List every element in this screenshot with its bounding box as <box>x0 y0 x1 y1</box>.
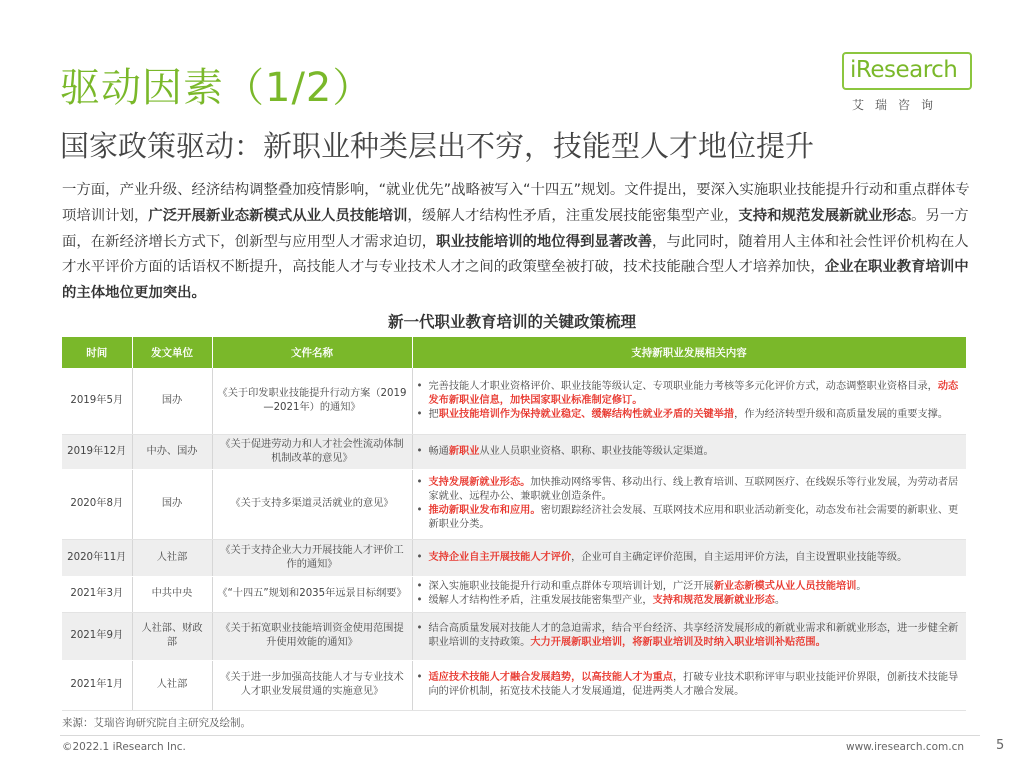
content-text: 完善技能人才职业资格评价、职业技能等级认定、专项职业能力考核等多元化评价方式，动态调整职业资格目录， <box>428 380 938 392</box>
content-bullet <box>417 504 963 532</box>
content-text: 把 <box>428 408 439 420</box>
row-unit: 国办 <box>132 469 212 539</box>
page-number: 5 <box>996 738 1005 753</box>
content-list <box>417 445 963 459</box>
row-file: 《关于进一步加强高技能人才与专业技术人才职业发展贯通的实施意见》 <box>212 660 412 710</box>
row-content <box>412 434 966 469</box>
highlight-text: 支持发展新就业形态。 <box>428 477 531 488</box>
highlight-text: 新职业 <box>448 445 480 457</box>
content-text: 深入实施职业技能提升行动和重点群体专项培训计划，广泛开展 <box>428 581 714 592</box>
policy-table <box>62 337 967 711</box>
row-content <box>412 539 966 576</box>
content-list <box>417 551 963 565</box>
row-content <box>412 576 966 612</box>
intro-emphasis: 广泛开展新业态新模式从业人员技能培训 <box>148 207 408 224</box>
table-row <box>62 368 966 434</box>
row-file: 《关于印发职业技能提升行动方案（2019—2021年）的通知》 <box>212 368 412 434</box>
content-list <box>417 622 963 650</box>
highlight-text: 支持企业自主开展技能人才评价 <box>428 551 572 563</box>
logo-subtext: 艾瑞咨询 <box>852 98 945 112</box>
row-content <box>412 612 966 660</box>
highlight-text: 支持和规范发展新就业形态 <box>652 595 775 606</box>
header-unit: 发文单位 <box>132 337 212 368</box>
row-unit: 人社部 <box>132 539 212 576</box>
content-text: ，作为经济转型升级和高质量发展的重要支撑。 <box>734 408 949 420</box>
content-list <box>417 671 963 699</box>
intro-text: 。另一方面，在新经济增长方式下，创新型与应用型人才需求迫切， <box>62 207 969 250</box>
source-note: 来源：艾瑞咨询研究院自主研究及绘制。 <box>62 717 251 729</box>
site-url: www.iresearch.com.cn <box>846 741 965 753</box>
row-file: 《关于支持多渠道灵活就业的意见》 <box>212 469 412 539</box>
table-row <box>62 576 966 612</box>
content-bullet <box>417 622 963 650</box>
row-time: 2021年3月 <box>62 576 132 612</box>
table-row <box>62 434 966 469</box>
header-file: 文件名称 <box>212 337 412 368</box>
content-list <box>417 380 963 422</box>
row-time: 2020年11月 <box>62 539 132 576</box>
highlight-text: 职业技能培训作为保持就业稳定、缓解结构性就业矛盾的关键举措 <box>438 408 735 420</box>
row-file: 《关于促进劳动力和人才社会性流动体制机制改革的意见》 <box>212 434 412 469</box>
page-subtitle: 国家政策驱动：新职业种类层出不穷，技能型人才地位提升 <box>60 129 815 163</box>
row-unit: 中办、国办 <box>132 434 212 469</box>
row-content <box>412 469 966 539</box>
highlight-text: 推动新职业发布和应用。 <box>428 505 541 516</box>
content-bullet <box>417 445 963 459</box>
row-file: 《关于拓宽职业技能培训资金使用范围提升使用效能的通知》 <box>212 612 412 660</box>
content-bullet <box>417 408 963 422</box>
content-text: 。 <box>856 581 867 592</box>
table-row <box>62 539 966 576</box>
table-title: 新一代职业教育培训的关键政策梳理 <box>387 313 636 331</box>
intro-emphasis: 职业技能培训的地位得到显著改善 <box>436 233 653 250</box>
content-bullet <box>417 671 963 699</box>
page-title: 驱动因素（1/2） <box>60 65 374 111</box>
footer-divider <box>60 735 980 736</box>
row-unit: 中共中央 <box>132 576 212 612</box>
content-text: 结合高质量发展对技能人才的急迫需求，结合平台经济、共享经济发展形成的新就业需求和新就业形态，进一步健全新职业培训的支持政策。 <box>428 623 959 648</box>
row-file: 《关于支持企业大力开展技能人才评价工作的通知》 <box>212 539 412 576</box>
intro-emphasis: 企业在职业教育培训中的主体地位更加突出。 <box>62 259 969 302</box>
row-content <box>412 660 966 710</box>
highlight-text: 动态发布新职业信息，加快国家职业标准制定修订。 <box>428 380 959 406</box>
content-list <box>417 476 963 532</box>
row-unit: 国办 <box>132 368 212 434</box>
content-bullet <box>417 476 963 504</box>
content-text: 从业人员职业资格、职称、职业技能等级认定渠道。 <box>479 445 714 457</box>
row-time: 2021年9月 <box>62 612 132 660</box>
row-time: 2019年12月 <box>62 434 132 469</box>
content-bullet <box>417 551 963 565</box>
table-row <box>62 469 966 539</box>
header-time: 时间 <box>62 337 132 368</box>
row-content <box>412 368 966 434</box>
content-text: 缓解人才结构性矛盾，注重发展技能密集型产业， <box>428 595 653 606</box>
copyright: ©2022.1 iResearch Inc. <box>62 741 186 753</box>
intro-paragraph <box>62 178 972 307</box>
row-time: 2019年5月 <box>62 368 132 434</box>
content-list <box>417 580 963 608</box>
content-text: 加快推动网络零售、移动出行、线上教育培训、互联网医疗、在线娱乐等行业发展，为劳动者居家就业、远程办公、兼职就业创造条件。 <box>428 477 959 502</box>
intro-text: ，缓解人才结构性矛盾，注重发展技能密集型产业， <box>407 207 739 224</box>
content-text: 畅通 <box>428 445 449 457</box>
content-text: ，打破专业技术职称评审与职业技能评价界限，创新技术技能导向的评价机制，拓宽技术技能人才发展通道，促进两类人才融合发展。 <box>428 672 959 697</box>
row-unit: 人社部、财政部 <box>132 612 212 660</box>
intro-text: ，与此同时，随着用人主体和社会性评价机构在人才水平评价方面的话语权不断提升，高技能人才与专业技术人才之间的政策壁垒被打破，技术技能融合型人才培养加快， <box>62 233 969 276</box>
table-header-row <box>62 337 966 368</box>
table-row <box>62 612 966 660</box>
highlight-text: 大力开展新职业培训，将新职业培训及时纳入职业培训补贴范围。 <box>530 637 826 648</box>
iresearch-logo <box>842 52 972 118</box>
content-text: 。 <box>774 595 786 606</box>
highlight-text: 适应技术技能人才融合发展趋势，以高技能人才为重点 <box>428 672 673 683</box>
intro-text: 一方面，产业升级、经济结构调整叠加疫情影响，“就业优先”战略被写入“十四五”规划。文件提出，要深入实施职业技能提升行动和重点群体专项培训计划， <box>62 182 970 224</box>
row-unit: 人社部 <box>132 660 212 710</box>
content-text: 密切跟踪经济社会发展、互联网技术应用和职业活动新变化，动态发布社会需要的新职业、更新职业分类。 <box>428 505 959 530</box>
content-bullet <box>417 594 963 608</box>
content-bullet <box>417 380 963 408</box>
logo-text: iResearch <box>850 57 958 83</box>
highlight-text: 新业态新模式从业人员技能培训 <box>713 581 857 592</box>
intro-emphasis: 支持和规范发展新就业形态 <box>738 207 912 224</box>
content-text: ，企业可自主确定评价范围，自主运用评价方法，自主设置职业技能等级。 <box>571 551 908 563</box>
table-row <box>62 660 966 710</box>
header-content: 支持新职业发展相关内容 <box>412 337 966 368</box>
row-file: 《“十四五”规划和2035年远景目标纲要》 <box>212 576 412 612</box>
content-bullet <box>417 580 963 594</box>
row-time: 2020年8月 <box>62 469 132 539</box>
row-time: 2021年1月 <box>62 660 132 710</box>
